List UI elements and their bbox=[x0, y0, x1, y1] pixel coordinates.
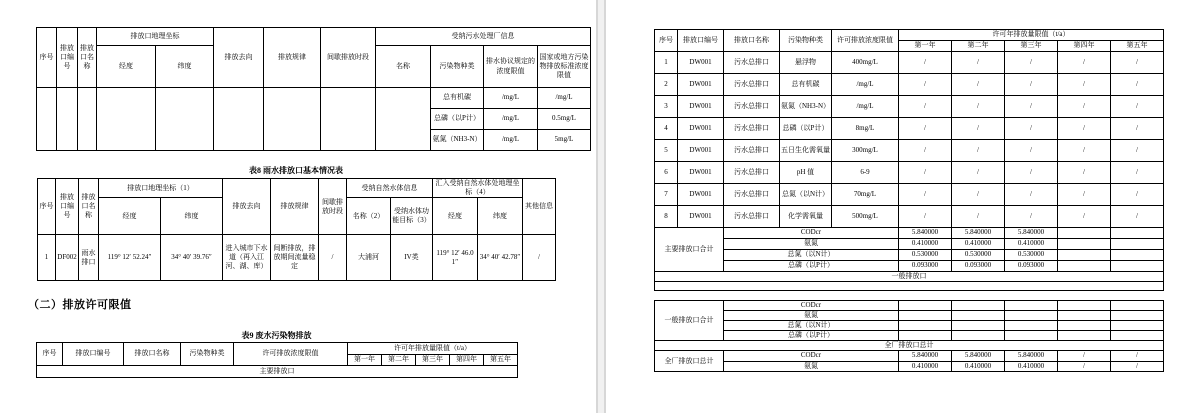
cell-year-value: / bbox=[1058, 184, 1111, 206]
cell-empty bbox=[37, 88, 57, 151]
th-year-1: 第一年 bbox=[348, 355, 382, 366]
cell-general-total-label: 一般排放口合计 bbox=[655, 301, 724, 341]
th-standard-limit: 国家或地方污染物排放标准浓度限值 bbox=[538, 46, 591, 88]
cell-total-pollutant: 总磷（以P计） bbox=[724, 261, 899, 272]
cell-total-pollutant: 总磷（以P计） bbox=[724, 331, 899, 341]
cell-standard-limit: /mg/L bbox=[538, 88, 591, 109]
th-geo-coords: 排放口地理坐标 bbox=[97, 28, 214, 46]
th-geo-coords-4: 汇入受纳自然水体处地理坐标（4） bbox=[433, 179, 523, 198]
cell-year-value bbox=[1111, 301, 1164, 311]
th-other-info: 其他信息 bbox=[523, 179, 556, 235]
cell-year-value: 0.410000 bbox=[952, 239, 1005, 250]
group-row-plant-total: 全厂排放口总计 bbox=[655, 341, 1164, 351]
cell-total-pollutant: 总氮（以N计） bbox=[724, 321, 899, 331]
th-annual-limit: 许可年排放量限值（t/a） bbox=[899, 30, 1164, 41]
cell-total-pollutant: CODcr bbox=[724, 301, 899, 311]
table-row bbox=[655, 96, 1164, 118]
th-intermittent-period: 间歇排放时段 bbox=[319, 179, 347, 235]
cell-standard-limit: 0.5mg/L bbox=[538, 109, 591, 130]
th-conc-limit: 许可排放浓度限值 bbox=[234, 343, 348, 366]
cell-year-value: / bbox=[1058, 351, 1111, 361]
th-water-name: 名称（2） bbox=[347, 198, 391, 235]
cell-agreement-limit: /mg/L bbox=[484, 130, 538, 151]
th-pollutant-type: 污染物种类 bbox=[181, 343, 234, 366]
cell-year-value: / bbox=[899, 96, 952, 118]
cell-seq: 5 bbox=[655, 140, 678, 162]
cell-pollutant: 总氮（以N计） bbox=[780, 184, 832, 206]
cell-outlet-name: 污水总排口 bbox=[724, 206, 780, 228]
cell-total-pollutant: 氨氮 bbox=[724, 361, 899, 371]
th-intermittent-period: 间歇排放时段 bbox=[321, 28, 376, 88]
cell-conc-limit: 6-9 bbox=[832, 162, 899, 184]
cell-year-value bbox=[899, 301, 952, 311]
cell-outlet-name: 污水总排口 bbox=[724, 140, 780, 162]
cell-seq: 6 bbox=[655, 162, 678, 184]
cell-longitude: 119° 12′ 52.24″ bbox=[99, 235, 161, 281]
cell-outlet-no: DW001 bbox=[678, 162, 724, 184]
table-row bbox=[655, 162, 1164, 184]
cell-year-value bbox=[952, 321, 1005, 331]
cell-year-value: / bbox=[1111, 206, 1164, 228]
cell-year-value: 0.530000 bbox=[1005, 250, 1058, 261]
cell-outlet-no: DW001 bbox=[678, 184, 724, 206]
cell-discharge-rule: 间断排放，排放期间流量稳定 bbox=[271, 235, 319, 281]
cell-main-total-label: 主要排放口合计 bbox=[655, 228, 724, 272]
cell-total-pollutant: CODcr bbox=[724, 228, 899, 239]
cell-empty bbox=[655, 282, 1164, 291]
cell-year-value: / bbox=[1111, 351, 1164, 361]
cell-outlet-name: 污水总排口 bbox=[724, 96, 780, 118]
th-outlet-no: 排放口编号 bbox=[63, 343, 124, 366]
cell-empty bbox=[57, 88, 78, 151]
cell-outlet-name: 污水总排口 bbox=[724, 162, 780, 184]
cell-seq: 2 bbox=[655, 74, 678, 96]
cell-outlet-no: DW001 bbox=[678, 140, 724, 162]
cell-year-value: 5.840000 bbox=[952, 228, 1005, 239]
cell-year-value bbox=[1058, 321, 1111, 331]
cell-year-value: / bbox=[952, 96, 1005, 118]
th-plant-info: 受纳污水处理厂信息 bbox=[376, 28, 591, 46]
table8-rainwater-outlets bbox=[37, 178, 556, 281]
cell-seq: 8 bbox=[655, 206, 678, 228]
cell-year-value: / bbox=[1005, 184, 1058, 206]
cell-water-target: IV类 bbox=[391, 235, 433, 281]
th-outlet-name: 排放口名称 bbox=[124, 343, 181, 366]
cell-year-value bbox=[1111, 261, 1164, 272]
cell-year-value: / bbox=[1058, 52, 1111, 74]
cell-year-value bbox=[1058, 311, 1111, 321]
cell-year-value bbox=[952, 311, 1005, 321]
cell-year-value: / bbox=[952, 140, 1005, 162]
cell-outlet-no: DW001 bbox=[678, 96, 724, 118]
group-row-main-outlets: 主要排放口 bbox=[37, 366, 518, 378]
table-row bbox=[655, 52, 1164, 74]
cell-standard-limit: 5mg/L bbox=[538, 130, 591, 151]
receiving-plant-info-table bbox=[36, 27, 591, 151]
cell-year-value: 0.530000 bbox=[899, 250, 952, 261]
cell-outlet-no: DW001 bbox=[678, 118, 724, 140]
cell-seq: 1 bbox=[655, 52, 678, 74]
cell-pollutant: 悬浮物 bbox=[780, 52, 832, 74]
cell-year-value: / bbox=[1111, 74, 1164, 96]
cell-year-value: 0.410000 bbox=[1005, 239, 1058, 250]
cell-year-value: / bbox=[1111, 96, 1164, 118]
th-pollutant-type: 污染物种类 bbox=[780, 30, 832, 52]
cell-year-value: / bbox=[899, 52, 952, 74]
cell-pollutant: 总有机碳 bbox=[780, 74, 832, 96]
cell-year-value: / bbox=[899, 206, 952, 228]
table-row bbox=[655, 250, 1164, 261]
cell-year-value: / bbox=[1058, 162, 1111, 184]
th-year-2: 第二年 bbox=[382, 355, 416, 366]
cell-year-value: / bbox=[952, 74, 1005, 96]
cell-latitude: 34° 40′ 39.76″ bbox=[161, 235, 223, 281]
cell-total-pollutant: 氨氮 bbox=[724, 239, 899, 250]
cell-year-value: / bbox=[1111, 140, 1164, 162]
table-row bbox=[655, 228, 1164, 239]
th-year-4: 第四年 bbox=[1058, 41, 1111, 52]
cell-year-value: / bbox=[1058, 74, 1111, 96]
cell-year-value bbox=[1005, 311, 1058, 321]
cell-year-value: 5.840000 bbox=[899, 228, 952, 239]
th-natural-water-info: 受纳自然水体信息 bbox=[347, 179, 433, 198]
table-row bbox=[655, 272, 1164, 282]
th-conc-limit: 许可排放浓度限值 bbox=[832, 30, 899, 52]
th-longitude: 经度 bbox=[433, 198, 478, 235]
th-annual-limit: 许可年排放量限值（t/a） bbox=[348, 343, 518, 355]
th-agreement-limit: 排水协议规定的浓度限值 bbox=[484, 46, 538, 88]
cell-year-value: 0.093000 bbox=[952, 261, 1005, 272]
cell-year-value: 5.840000 bbox=[1005, 351, 1058, 361]
cell-year-value: / bbox=[1058, 361, 1111, 371]
cell-conc-limit: 500mg/L bbox=[832, 206, 899, 228]
cell-year-value: 5.840000 bbox=[952, 351, 1005, 361]
table-row bbox=[655, 361, 1164, 371]
cell-year-value: / bbox=[952, 162, 1005, 184]
cell-year-value bbox=[1111, 239, 1164, 250]
cell-outlet-no: DW001 bbox=[678, 52, 724, 74]
page-gap-divider bbox=[596, 0, 606, 413]
th-geo-coords-1: 排放口地理坐标（1） bbox=[99, 179, 223, 198]
cell-year-value bbox=[952, 301, 1005, 311]
cell-year-value: 0.530000 bbox=[952, 250, 1005, 261]
cell-outlet-no: DF002 bbox=[56, 235, 79, 281]
th-direction: 排放去向 bbox=[214, 28, 264, 88]
table-row bbox=[655, 118, 1164, 140]
cell-direction: 进入城市下水道（再入江河、湖、库） bbox=[223, 235, 271, 281]
table-row bbox=[655, 239, 1164, 250]
totals-table bbox=[654, 300, 1164, 372]
cell-empty bbox=[156, 88, 214, 151]
cell-year-value: / bbox=[1005, 74, 1058, 96]
cell-empty bbox=[376, 88, 431, 151]
cell-year-value bbox=[1058, 250, 1111, 261]
cell-year-value: / bbox=[1111, 52, 1164, 74]
th-latitude: 纬度 bbox=[161, 198, 223, 235]
cell-year-value bbox=[1111, 331, 1164, 341]
th-discharge-rule: 排放规律 bbox=[271, 179, 319, 235]
table-row bbox=[655, 301, 1164, 311]
cell-conc-limit: 300mg/L bbox=[832, 140, 899, 162]
cell-agreement-limit: /mg/L bbox=[484, 88, 538, 109]
cell-year-value bbox=[952, 331, 1005, 341]
cell-year-value bbox=[1111, 311, 1164, 321]
permitted-limits-table bbox=[654, 29, 1164, 291]
cell-year-value: / bbox=[1005, 140, 1058, 162]
cell-seq: 7 bbox=[655, 184, 678, 206]
cell-year-value: / bbox=[1058, 206, 1111, 228]
table-row bbox=[655, 311, 1164, 321]
cell-year-value: / bbox=[1005, 96, 1058, 118]
cell-total-pollutant: 氨氮 bbox=[724, 311, 899, 321]
cell-year-value bbox=[1058, 239, 1111, 250]
cell-year-value: / bbox=[1111, 361, 1164, 371]
th-seq: 序号 bbox=[655, 30, 678, 52]
table-row bbox=[655, 331, 1164, 341]
cell-empty bbox=[321, 88, 376, 151]
cell-year-value bbox=[1058, 331, 1111, 341]
cell-pollutant: 氨氮（NH3-N） bbox=[780, 96, 832, 118]
th-year-3: 第三年 bbox=[416, 355, 450, 366]
cell-total-pollutant: 总氮（以N计） bbox=[724, 250, 899, 261]
cell-pollutant: 总磷（以P计） bbox=[780, 118, 832, 140]
cell-pollutant: 总磷（以P计） bbox=[431, 109, 484, 130]
cell-seq: 4 bbox=[655, 118, 678, 140]
th-year-2: 第二年 bbox=[952, 41, 1005, 52]
cell-year-value: 5.840000 bbox=[899, 351, 952, 361]
cell-year-value: / bbox=[1111, 118, 1164, 140]
cell-longitude-4: 119° 12′ 46.01″ bbox=[433, 235, 478, 281]
th-outlet-name: 排放口名称 bbox=[724, 30, 780, 52]
cell-outlet-name: 污水总排口 bbox=[724, 118, 780, 140]
cell-conc-limit: 8mg/L bbox=[832, 118, 899, 140]
th-latitude: 纬度 bbox=[478, 198, 523, 235]
cell-year-value: / bbox=[1005, 162, 1058, 184]
th-year-5: 第五年 bbox=[484, 355, 518, 366]
th-water-target: 受纳水体功能目标（3） bbox=[391, 198, 433, 235]
cell-year-value: / bbox=[1111, 162, 1164, 184]
cell-empty bbox=[97, 88, 156, 151]
th-pollutant-type: 污染物种类 bbox=[431, 46, 484, 88]
cell-year-value: 0.410000 bbox=[1005, 361, 1058, 371]
cell-year-value: / bbox=[952, 118, 1005, 140]
cell-year-value bbox=[1005, 301, 1058, 311]
th-year-3: 第三年 bbox=[1005, 41, 1058, 52]
th-year-1: 第一年 bbox=[899, 41, 952, 52]
cell-year-value: 0.410000 bbox=[952, 361, 1005, 371]
th-longitude: 经度 bbox=[99, 198, 161, 235]
table-row bbox=[655, 184, 1164, 206]
th-direction: 排放去向 bbox=[223, 179, 271, 235]
cell-plant-total-label: 全厂排放口总计 bbox=[655, 351, 724, 371]
th-discharge-rule: 排放规律 bbox=[264, 28, 321, 88]
table8-title: 表8 雨水排放口基本情况表 bbox=[249, 166, 343, 175]
cell-pollutant: 总有机碳 bbox=[431, 88, 484, 109]
cell-year-value: 0.410000 bbox=[899, 361, 952, 371]
cell-year-value: / bbox=[1058, 118, 1111, 140]
cell-empty bbox=[78, 88, 97, 151]
cell-year-value bbox=[1111, 228, 1164, 239]
cell-year-value bbox=[1058, 301, 1111, 311]
th-outlet-no: 排放口编号 bbox=[678, 30, 724, 52]
th-seq: 序号 bbox=[38, 179, 56, 235]
th-year-4: 第四年 bbox=[450, 355, 484, 366]
cell-empty bbox=[214, 88, 264, 151]
th-seq: 序号 bbox=[37, 343, 63, 366]
cell-year-value bbox=[1111, 321, 1164, 331]
cell-year-value bbox=[1005, 331, 1058, 341]
group-row-general-outlets: 一般排放口 bbox=[655, 272, 1164, 282]
cell-year-value bbox=[1111, 250, 1164, 261]
cell-year-value: / bbox=[952, 184, 1005, 206]
document-page-right bbox=[606, 0, 1197, 413]
table-row bbox=[655, 74, 1164, 96]
cell-conc-limit: 400mg/L bbox=[832, 52, 899, 74]
th-outlet-no: 排放口编号 bbox=[57, 28, 78, 88]
th-outlet-no: 排放口编号 bbox=[56, 179, 79, 235]
cell-intermittent-period: / bbox=[319, 235, 347, 281]
cell-year-value: / bbox=[952, 52, 1005, 74]
th-seq: 序号 bbox=[37, 28, 57, 88]
cell-year-value: / bbox=[952, 206, 1005, 228]
cell-year-value bbox=[899, 321, 952, 331]
table-row bbox=[655, 321, 1164, 331]
cell-other-info: / bbox=[523, 235, 556, 281]
table-row bbox=[655, 351, 1164, 361]
cell-year-value: / bbox=[1111, 184, 1164, 206]
cell-pollutant: 氨氮（NH3-N） bbox=[431, 130, 484, 151]
section-heading: （二）排放许可限值 bbox=[28, 299, 132, 311]
cell-empty bbox=[264, 88, 321, 151]
cell-water-name: 大浦河 bbox=[347, 235, 391, 281]
cell-latitude-4: 34° 40′ 42.78″ bbox=[478, 235, 523, 281]
th-outlet-name: 排放口名称 bbox=[78, 28, 97, 88]
th-latitude: 纬度 bbox=[156, 46, 214, 88]
cell-year-value bbox=[899, 311, 952, 321]
cell-year-value: / bbox=[899, 184, 952, 206]
th-longitude: 经度 bbox=[97, 46, 156, 88]
cell-year-value bbox=[1058, 261, 1111, 272]
cell-outlet-name: 雨水排口 bbox=[79, 235, 99, 281]
table-row bbox=[655, 261, 1164, 272]
cell-year-value: 0.093000 bbox=[1005, 261, 1058, 272]
cell-outlet-no: DW001 bbox=[678, 206, 724, 228]
th-plant-name: 名称 bbox=[376, 46, 431, 88]
cell-year-value: 5.840000 bbox=[1005, 228, 1058, 239]
cell-seq: 1 bbox=[38, 235, 56, 281]
th-outlet-name: 排放口名称 bbox=[79, 179, 99, 235]
cell-outlet-no: DW001 bbox=[678, 74, 724, 96]
table9-title: 表9 废水污染物排放 bbox=[241, 331, 312, 340]
cell-year-value bbox=[1005, 321, 1058, 331]
cell-year-value: 0.410000 bbox=[899, 239, 952, 250]
cell-year-value: / bbox=[899, 162, 952, 184]
cell-year-value: / bbox=[1005, 118, 1058, 140]
cell-outlet-name: 污水总排口 bbox=[724, 74, 780, 96]
cell-outlet-name: 污水总排口 bbox=[724, 52, 780, 74]
cell-pollutant: 五日生化需氧量 bbox=[780, 140, 832, 162]
cell-year-value: / bbox=[1005, 52, 1058, 74]
cell-year-value: / bbox=[899, 140, 952, 162]
cell-year-value: / bbox=[899, 118, 952, 140]
cell-pollutant: pH 值 bbox=[780, 162, 832, 184]
cell-conc-limit: 70mg/L bbox=[832, 184, 899, 206]
cell-year-value: 0.093000 bbox=[899, 261, 952, 272]
cell-conc-limit: /mg/L bbox=[832, 74, 899, 96]
cell-conc-limit: /mg/L bbox=[832, 96, 899, 118]
cell-year-value: / bbox=[1005, 206, 1058, 228]
table9-wastewater-pollutants bbox=[36, 342, 518, 378]
cell-agreement-limit: /mg/L bbox=[484, 109, 538, 130]
cell-pollutant: 化学需氧量 bbox=[780, 206, 832, 228]
cell-year-value bbox=[1058, 228, 1111, 239]
table-row bbox=[655, 206, 1164, 228]
document-page-left bbox=[0, 0, 596, 413]
table-row bbox=[655, 140, 1164, 162]
table-row bbox=[655, 341, 1164, 351]
table-row bbox=[655, 282, 1164, 291]
cell-year-value: / bbox=[1058, 140, 1111, 162]
cell-total-pollutant: CODcr bbox=[724, 351, 899, 361]
th-year-5: 第五年 bbox=[1111, 41, 1164, 52]
cell-year-value: / bbox=[1058, 96, 1111, 118]
cell-outlet-name: 污水总排口 bbox=[724, 184, 780, 206]
cell-year-value bbox=[899, 331, 952, 341]
cell-seq: 3 bbox=[655, 96, 678, 118]
cell-year-value: / bbox=[899, 74, 952, 96]
